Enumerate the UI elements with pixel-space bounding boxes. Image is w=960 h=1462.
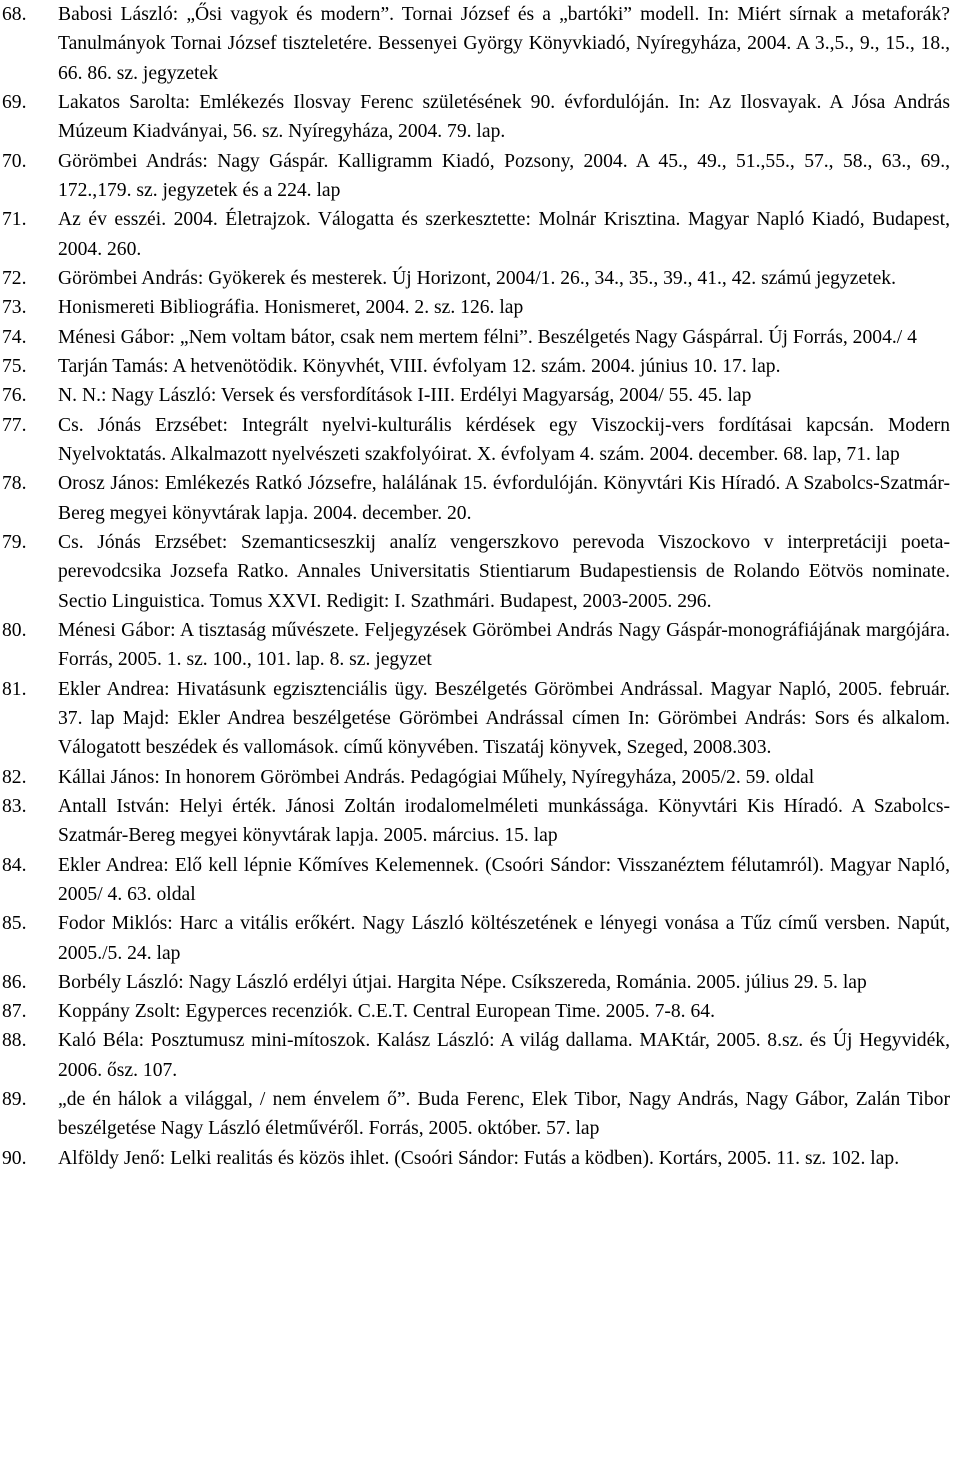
entry-number: 78.: [2, 473, 27, 495]
bibliography-entry: [2, 88, 950, 147]
entry-text: Babosi László: „Ősi vagyok és modern”. Tornai József és a „bartóki” modell. In: Miért sírnak a metaforák? Tanulmányok Tornai József tiszteletére. Bessenyei György Könyvkiadó, Nyíregyháza, 2004. A 3.,5., 9., 15., 18., 66. 86. sz. jegyzetek: [58, 4, 950, 84]
entry-text: Kállai János: In honorem Görömbei András. Pedagógiai Műhely, Nyíregyháza, 2005/2. 59. oldal: [58, 766, 815, 788]
entry-text: Görömbei András: Gyökerek és mesterek. Új Horizont, 2004/1. 26., 34., 35., 39., 41., 42. számú jegyzetek.: [58, 267, 897, 289]
entry-number: 87.: [2, 1001, 27, 1023]
bibliography-entry: [2, 968, 950, 997]
entry-text: Lakatos Sarolta: Emlékezés Ilosvay Ferenc születésének 90. évfordulóján. In: Az Ilosvayak. A Jósa András Múzeum Kiadványai, 56. sz. Nyíregyháza, 2004. 79. lap.: [58, 91, 950, 143]
entry-text: N. N.: Nagy László: Versek és versfordítások I-III. Erdélyi Magyarság, 2004/ 55. 45. lap: [58, 385, 752, 407]
entry-number: 76.: [2, 385, 27, 407]
entry-number: 80.: [2, 619, 27, 641]
entry-number: 86.: [2, 971, 27, 993]
bibliography-list: [2, 0, 950, 1173]
entry-text: Ekler Andrea: Hivatásunk egzisztenciális ügy. Beszélgetés Görömbei Andrással. Magyar Napló, 2005. február. 37. lap Majd: Ekler Andrea beszélgetése Görömbei Andrással címen In: Görömbei András: Sors és alkalom. Válogatott beszédek és vallomások. című könyvében. Tiszatáj könyvek, Szeged, 2008.303.: [58, 678, 950, 759]
bibliography-entry: [2, 997, 950, 1026]
entry-number: 85.: [2, 913, 27, 935]
entry-number: 79.: [2, 531, 27, 553]
entry-text: Ménesi Gábor: „Nem voltam bátor, csak nem mertem félni”. Beszélgetés Nagy Gáspárral. Új Forrás, 2004./ 4: [58, 326, 917, 348]
bibliography-entry: [2, 675, 950, 763]
entry-number: 83.: [2, 795, 27, 817]
bibliography-entry: [2, 851, 950, 910]
entry-number: 69.: [2, 91, 27, 113]
bibliography-entry: [2, 1144, 950, 1173]
entry-text: Alföldy Jenő: Lelki realitás és közös ihlet. (Csoóri Sándor: Futás a ködben). Kortárs, 2005. 11. sz. 102. lap.: [58, 1147, 900, 1169]
entry-text: Tarján Tamás: A hetvenötödik. Könyvhét, VIII. évfolyam 12. szám. 2004. június 10. 17. lap.: [58, 355, 781, 377]
bibliography-entry: [2, 1085, 950, 1144]
entry-text: Az év esszéi. 2004. Életrajzok. Válogatta és szerkesztette: Molnár Krisztina. Magyar Napló Kiadó, Budapest, 2004. 260.: [58, 209, 950, 260]
entry-number: 75.: [2, 355, 27, 377]
bibliography-entry: [2, 469, 950, 528]
entry-number: 90.: [2, 1147, 27, 1169]
entry-text: Honismereti Bibliográfia. Honismeret, 2004. 2. sz. 126. lap: [58, 297, 524, 319]
entry-text: Görömbei András: Nagy Gáspár. Kalligramm Kiadó, Pozsony, 2004. A 45., 49., 51.,55., 57., 58., 63., 69., 172.,179. sz. jegyzetek és a 224. lap: [58, 150, 950, 201]
entry-number: 82.: [2, 766, 27, 788]
entry-number: 72.: [2, 267, 27, 289]
entry-text: „de én hálok a világgal, / nem énvelem ő”. Buda Ferenc, Elek Tibor, Nagy András, Nagy Gábor, Zalán Tibor beszélgetése Nagy László életművéről. Forrás, 2005. október. 57. lap: [58, 1089, 950, 1140]
bibliography-entry: [2, 411, 950, 470]
bibliography-entry: [2, 792, 950, 851]
entry-text: Borbély László: Nagy László erdélyi útjai. Hargita Népe. Csíkszereda, Románia. 2005. július 29. 5. lap: [58, 971, 867, 993]
bibliography-entry: [2, 147, 950, 206]
entry-number: 81.: [2, 678, 27, 700]
bibliography-entry: [2, 205, 950, 264]
bibliography-entry: [2, 352, 950, 381]
entry-number: 74.: [2, 326, 27, 348]
bibliography-entry: [2, 528, 950, 616]
bibliography-entry: [2, 1026, 950, 1085]
entry-text: Ekler Andrea: Elő kell lépnie Kőmíves Kelemennek. (Csoóri Sándor: Visszanéztem félutamról). Magyar Napló, 2005/ 4. 63. oldal: [58, 854, 950, 905]
entry-number: 68.: [2, 4, 27, 25]
bibliography-entry: [2, 0, 950, 88]
entry-number: 70.: [2, 150, 27, 172]
bibliography-entry: [2, 293, 950, 322]
entry-text: Koppány Zsolt: Egyperces recenziók. C.E.T. Central European Time. 2005. 7-8. 64.: [58, 1001, 715, 1023]
entry-text: Fodor Miklós: Harc a vitális erőkért. Nagy László költészetének e lényegi vonása a Tűz című versben. Napút, 2005./5. 24. lap: [58, 913, 950, 964]
entry-text: Cs. Jónás Erzsébet: Szemanticseszkij analíz vengerszkovo perevoda Viszockovo v interpretáciji poeta-perevodcsika Jozsefa Ratko. Annales Universitatis Stientiarum Budapestiensis de Rolando Eötvös nominate. Sectio Linguistica. Tomus XXVI. Redigit: I. Szathmári. Budapest, 2003-2005. 296.: [58, 531, 950, 612]
bibliography-entry: [2, 264, 950, 293]
bibliography-entry: [2, 381, 950, 410]
entry-text: Orosz János: Emlékezés Ratkó Józsefre, halálának 15. évfordulóján. Könyvtári Kis Híradó. A Szabolcs-Szatmár-Bereg megyei könyvtárak lapja. 2004. december. 20.: [58, 473, 950, 524]
bibliography-entry: [2, 909, 950, 968]
bibliography-entry: [2, 323, 950, 352]
entry-number: 71.: [2, 209, 27, 231]
entry-text: Kaló Béla: Posztumusz mini-mítoszok. Kalász László: A világ dallama. MAKtár, 2005. 8.sz. és Új Hegyvidék, 2006. ősz. 107.: [58, 1030, 950, 1081]
entry-text: Cs. Jónás Erzsébet: Integrált nyelvi-kulturális kérdések egy Viszockij-vers fordításai kapcsán. Modern Nyelvoktatás. Alkalmazott nyelvészeti szakfolyóirat. X. évfolyam 4. szám. 2004. december. 68. lap, 71. lap: [58, 414, 950, 465]
entry-number: 89.: [2, 1089, 27, 1111]
entry-number: 84.: [2, 854, 27, 876]
entry-text: Ménesi Gábor: A tisztaság művészete. Feljegyzések Görömbei András Nagy Gáspár-monográfiájának margójára. Forrás, 2005. 1. sz. 100., 101. lap. 8. sz. jegyzet: [58, 619, 950, 671]
entry-number: 77.: [2, 414, 27, 436]
bibliography-entry: [2, 763, 950, 792]
entry-text: Antall István: Helyi érték. Jánosi Zoltán irodalomelméleti munkássága. Könyvtári Kis Híradó. A Szabolcs-Szatmár-Bereg megyei könyvtárak lapja. 2005. március. 15. lap: [58, 795, 950, 847]
entry-number: 88.: [2, 1030, 27, 1052]
bibliography-entry: [2, 616, 950, 675]
entry-number: 73.: [2, 297, 27, 319]
